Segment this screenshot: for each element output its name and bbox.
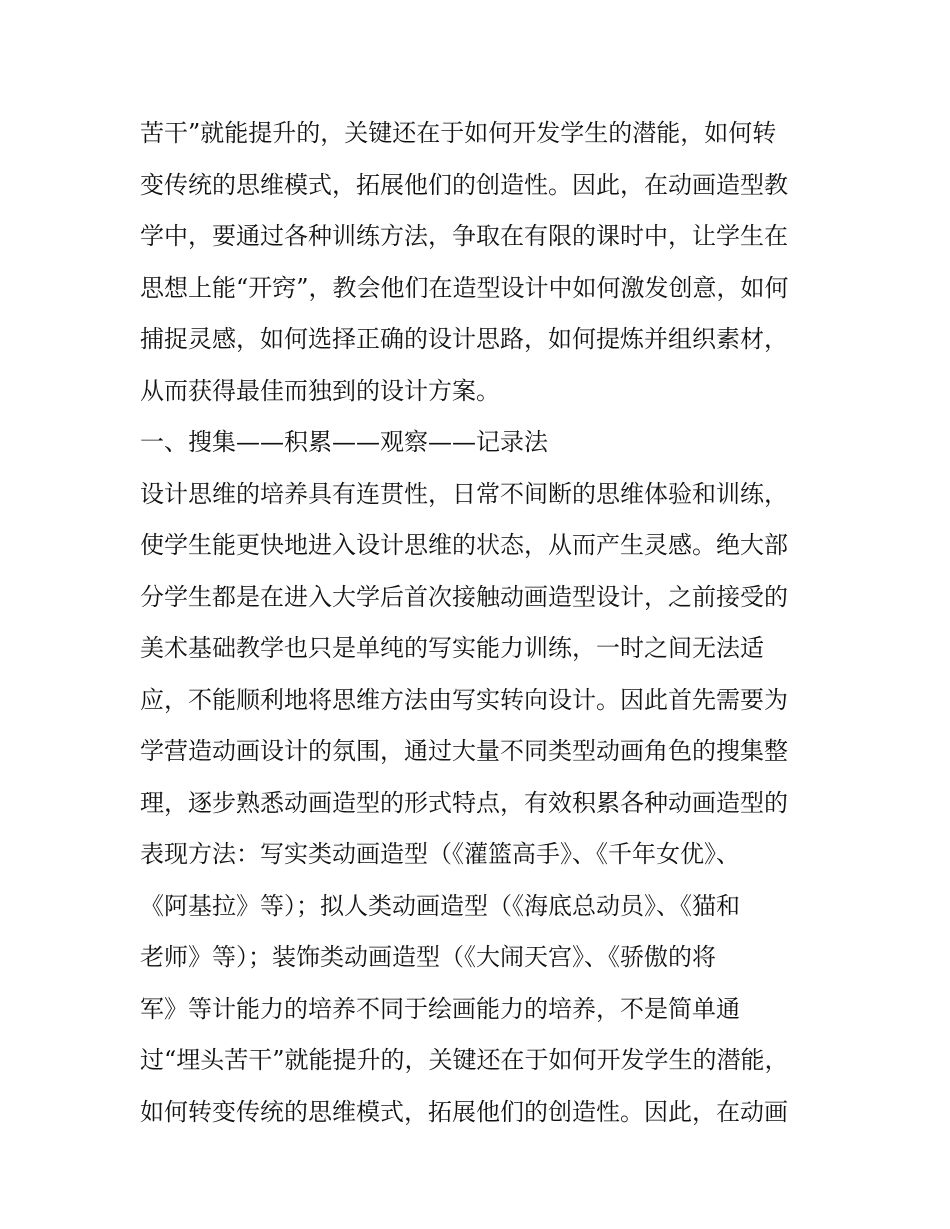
text-line: 苦干”就能提升的，关键还在于如何开发学生的潜能，如何转 (140, 119, 777, 147)
text-line: 如何转变传统的思维模式，拓展他们的创造性。因此，在动画 (140, 1097, 788, 1126)
text-line: 军》等计能力的培养不同于绘画能力的培养，不是简单通 (140, 994, 740, 1023)
text-line: 变传统的思维模式，拓展他们的创造性。因此，在动画造型教 (140, 170, 788, 199)
text-line: 理，逐步熟悉动画造型的形式特点，有效积累各种动画造型的 (140, 788, 788, 817)
text-line: 过“埋头苦干”就能提升的，关键还在于如何开发学生的潜能， (140, 1046, 789, 1074)
section-heading: 一、搜集——积累——观察——记录法 (140, 428, 548, 456)
text-line: 表现方法：写实类动画造型（《灌篮高手》、《千年女优》、 (140, 840, 740, 868)
text-line: 分学生都是在进入大学后首次接触动画造型设计，之前接受的 (140, 582, 788, 611)
text-line: 思想上能“开窍”，教会他们在造型设计中如何激发创意，如何 (140, 273, 789, 302)
text-line: 设计思维的培养具有连贯性，日常不间断的思维体验和训练， (140, 479, 788, 508)
text-line: 《阿基拉》等）；拟人类动画造型（《海底总动员》、《猫和 (140, 891, 740, 920)
text-line: 美术基础教学也只是单纯的写实能力训练，一时之间无法适 (140, 634, 764, 662)
text-line: 应，不能顺利地将思维方法由写实转向设计。因此首先需要为 (140, 685, 788, 714)
text-line: 学营造动画设计的氛围，通过大量不同类型动画角色的搜集整 (140, 737, 788, 765)
body-text (140, 108, 830, 1138)
text-line: 从而获得最佳而独到的设计方案。 (140, 376, 500, 405)
text-line: 使学生能更快地进入设计思维的状态，从而产生灵感。绝大部 (140, 531, 788, 559)
text-line: 老师》等）；装饰类动画造型（《大闹天宫》、《骄傲的将 (140, 943, 716, 971)
text-line: 学中，要通过各种训练方法，争取在有限的课时中，让学生在 (140, 222, 788, 250)
text-line: 捕捉灵感，如何选择正确的设计思路，如何提炼并组织素材， (140, 325, 788, 353)
